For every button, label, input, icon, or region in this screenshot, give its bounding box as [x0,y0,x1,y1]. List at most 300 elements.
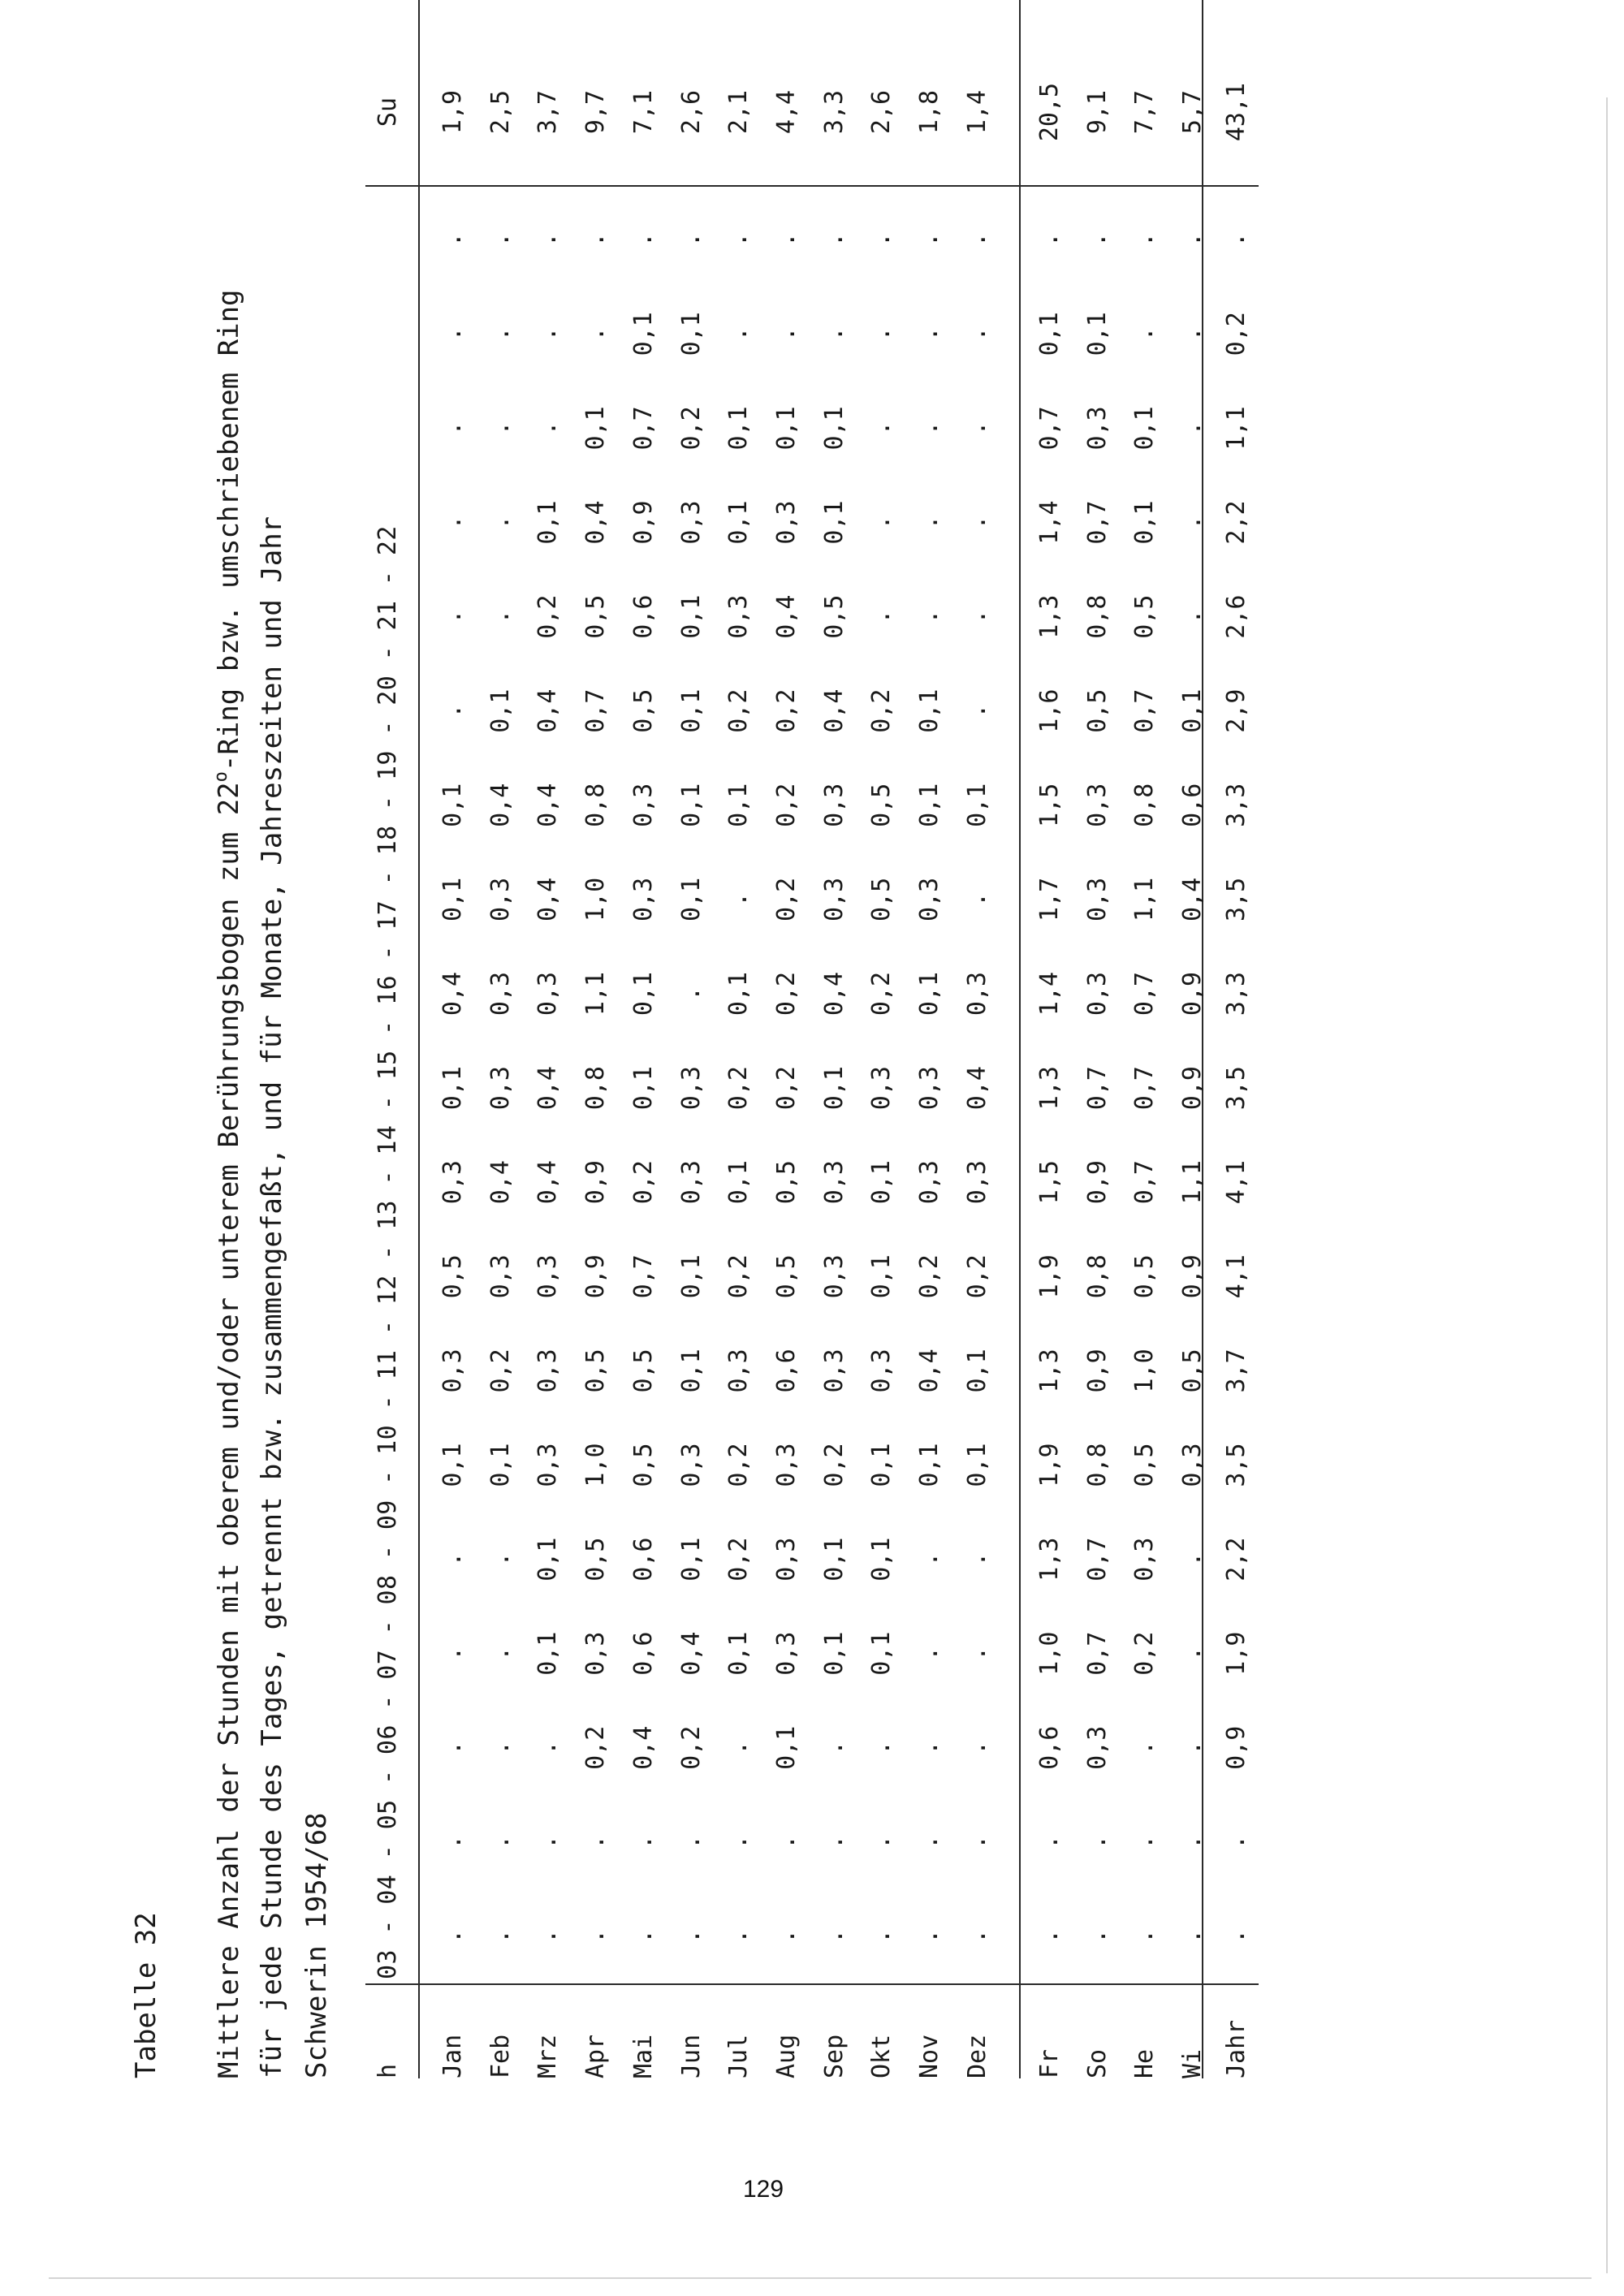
month-row-value: 0,1 [915,1443,944,1487]
season-row-value: . [1130,1834,1160,1849]
month-row-value: 0,3 [486,1066,515,1111]
month-row-value: 0,9 [628,500,658,545]
month-row-value: 0,1 [962,1349,991,1393]
season-row-value: . [1035,232,1064,248]
month-row-value: . [533,1740,563,1755]
season-row-value: 0,7 [1082,1066,1112,1111]
month-row-value: . [581,326,611,342]
season-row-value: 0,8 [1082,594,1112,639]
month-row-value: . [438,609,467,624]
season-row-value: 1,7 [1035,877,1064,921]
month-row-value: 0,3 [438,1160,467,1205]
season-row-value: 0,8 [1130,783,1160,827]
month-row-value: 0,1 [915,783,944,827]
season-row-value: 0,9 [1082,1160,1112,1205]
month-row-value: 0,3 [771,1631,801,1676]
month-row-value: . [486,326,515,342]
season-row-value: 1,5 [1035,783,1064,827]
month-row-value: 1,1 [581,971,611,1016]
month-row-value: 0,2 [533,594,563,639]
season-row-value: 0,5 [1082,688,1112,733]
data-table [130,0,1527,2078]
month-row-value: . [915,1552,944,1567]
month-row-value: 0,3 [819,877,849,921]
month-row-value: . [915,515,944,530]
month-row-value: 0,2 [724,1254,754,1299]
month-row-value: 0,3 [628,877,658,921]
season-row-value: 1,9 [1035,1443,1064,1487]
month-row-value: . [962,421,991,436]
scan-edge-line [1606,97,1608,2273]
month-row-value: . [771,326,801,342]
month-row-value: 0,5 [581,1349,611,1393]
month-row-value: 0,1 [962,783,991,827]
month-row-su: 2,5 [486,89,515,135]
month-row-value: 0,1 [628,1066,658,1111]
month-row-value: . [676,232,706,248]
month-row-value: . [867,609,896,624]
month-row-value: . [962,1646,991,1661]
season-row-value: 0,5 [1130,1443,1160,1487]
season-row-value: . [1035,1834,1064,1849]
seasons-year-rule [1202,0,1203,2078]
month-row-value: . [724,1740,754,1755]
month-row-su: 1,9 [438,89,467,135]
month-row-value: 0,2 [867,688,896,733]
month-row-value: 0,3 [533,1443,563,1487]
month-row-value: . [819,1834,849,1849]
month-row-value: . [819,326,849,342]
month-row-value: . [867,1834,896,1849]
year-row-value: 0,9 [1222,1725,1250,1770]
season-row-value: 1,3 [1035,594,1064,639]
month-row-value: . [915,1834,944,1849]
season-row-value: . [1178,515,1207,530]
month-row-value: 0,5 [628,1443,658,1487]
month-row-value: . [962,232,991,248]
month-row-value: 0,3 [962,971,991,1016]
season-row-value: 0,8 [1082,1443,1112,1487]
month-row-value: . [771,1834,801,1849]
season-row-value: 0,7 [1130,971,1160,1016]
year-row-value: 1,9 [1222,1631,1250,1676]
month-row-value: 0,1 [581,406,611,451]
month-row-value: 0,4 [533,1160,563,1205]
season-row-value: . [1178,609,1207,624]
month-row-value: 0,1 [438,1066,467,1111]
month-row-value: 0,1 [486,688,515,733]
month-row-value: 0,2 [676,406,706,451]
month-row-value: 0,4 [676,1631,706,1676]
month-row-value: 0,1 [724,1160,754,1205]
month-row-value: 0,1 [533,500,563,545]
month-row-value: 0,4 [486,1160,515,1205]
month-row-value: 0,1 [676,1537,706,1582]
month-row-value: 0,9 [581,1254,611,1299]
year-row-value: 2,9 [1222,688,1250,733]
month-row-value: 0,1 [867,1443,896,1487]
year-row-value: 2,2 [1222,1537,1250,1582]
month-row-value: . [962,515,991,530]
month-row-value: 0,3 [533,971,563,1016]
season-row-value: 1,3 [1035,1066,1064,1111]
month-row-value: . [581,1928,611,1944]
season-row-value: 0,3 [1178,1443,1207,1487]
month-row-value: 0,3 [724,1349,754,1393]
month-row-value: . [486,1834,515,1849]
season-row-value: 0,7 [1130,688,1160,733]
season-row-value: . [1178,1646,1207,1661]
year-row-value: 3,5 [1222,1066,1250,1111]
month-row-value: . [438,1646,467,1661]
season-row-value: 0,1 [1035,312,1064,356]
month-row-value: . [486,515,515,530]
month-row-value: 0,1 [867,1537,896,1582]
month-row-value: . [962,1834,991,1849]
month-row-value: 0,2 [819,1443,849,1487]
month-row-value: 0,4 [819,971,849,1016]
season-row-value: 1,1 [1130,877,1160,921]
year-row-value: 4,1 [1222,1254,1250,1299]
month-row-value: 0,1 [724,406,754,451]
month-row-value: 0,2 [962,1254,991,1299]
month-row-value: 0,5 [581,594,611,639]
season-row-value: . [1178,1552,1207,1567]
month-row-value: 0,1 [819,1066,849,1111]
month-row-value: . [486,1740,515,1755]
season-row-value: 0,3 [1130,1537,1160,1582]
season-row-su: 5,7 [1178,89,1207,135]
month-row-value: 0,5 [628,688,658,733]
season-row-value: . [1082,232,1112,248]
month-row-label: Jul [724,2034,754,2078]
month-row-value: 0,3 [676,1160,706,1205]
month-row-su: 1,4 [962,89,991,135]
month-row-value: . [628,232,658,248]
month-row-value: . [915,609,944,624]
season-row-value: 1,4 [1035,971,1064,1016]
label-column-rule [365,1983,1259,1985]
season-row-value: . [1178,1740,1207,1755]
month-row-value: . [486,421,515,436]
month-row-value: 0,4 [533,1066,563,1111]
month-row-value: . [962,891,991,907]
month-row-label: Apr [581,2034,611,2078]
hour-ranges-header: 03 - 04 - 05 - 06 - 07 - 08 - 09 - 10 - 11 - 12 - 13 - 14 - 15 - 16 - 17 - 18 - 19 - 20 - 21 - 22 [374,525,402,1979]
month-row-value: . [771,232,801,248]
season-row-value: 0,9 [1082,1349,1112,1393]
month-row-value: 0,2 [724,1537,754,1582]
season-row-value: . [1178,326,1207,342]
month-row-value: . [533,1928,563,1944]
month-row-value: . [724,1834,754,1849]
year-row-value: . [1222,1834,1250,1849]
season-row-value: 0,7 [1082,1631,1112,1676]
season-row-label: So [1082,2048,1112,2078]
month-row-value: . [962,1928,991,1944]
month-row-value: . [533,232,563,248]
month-row-value: . [867,515,896,530]
month-row-value: 0,4 [533,783,563,827]
month-row-value: . [628,1834,658,1849]
month-row-value: 0,1 [819,1537,849,1582]
month-row-value: 0,3 [867,1066,896,1111]
month-row-label: Jan [438,2034,467,2078]
season-row-value: 1,6 [1035,688,1064,733]
season-row-value: . [1130,1740,1160,1755]
month-row-value: . [438,421,467,436]
month-row-value: . [438,1552,467,1567]
month-row-value: 0,3 [533,1254,563,1299]
season-row-value: 0,4 [1178,877,1207,921]
month-row-value: 0,3 [819,783,849,827]
year-row-su: 43,1 [1222,82,1250,142]
month-row-label: Mai [628,2034,658,2078]
season-row-value: 0,7 [1035,406,1064,451]
month-row-value: 0,3 [486,877,515,921]
caption-line-2: für jede Stunde des Tages, getrennt bzw. zusammengefaßt, und für Monate, Jahreszeiten und Jahr [256,516,288,2078]
month-row-label: Sep [819,2034,849,2078]
month-row-value: . [962,609,991,624]
month-row-su: 2,6 [867,89,896,135]
rotated-table-page [130,0,1527,2078]
season-row-value: 0,5 [1130,1254,1160,1299]
season-row-value: 0,3 [1082,971,1112,1016]
month-row-su: 2,1 [724,89,754,135]
su-column-rule [365,185,1259,187]
month-row-value: 0,2 [915,1254,944,1299]
year-row-value: 1,1 [1222,406,1250,451]
month-row-value: . [724,1928,754,1944]
month-row-value: 0,4 [533,877,563,921]
season-row-value: 0,5 [1178,1349,1207,1393]
month-row-value: 0,8 [581,1066,611,1111]
month-row-value: . [962,1740,991,1755]
month-row-value: 0,5 [438,1254,467,1299]
month-row-label: Feb [486,2034,515,2078]
month-row-value: 0,4 [819,688,849,733]
month-row-value: 0,1 [438,783,467,827]
month-row-value: 0,3 [724,594,754,639]
month-row-value: 0,5 [581,1537,611,1582]
month-row-value: . [867,1740,896,1755]
year-row-value: 3,5 [1222,1443,1250,1487]
season-row-value: 1,0 [1130,1349,1160,1393]
season-row-value: 0,3 [1082,877,1112,921]
month-row-value: 0,4 [628,1725,658,1770]
month-row-value: 0,2 [771,877,801,921]
caption-text: Mittlere Anzahl der Stunden mit oberem und/oder unterem Berührungsbogen zum 22 [213,782,245,2078]
month-row-value: 0,3 [771,1443,801,1487]
month-row-su: 1,8 [915,89,944,135]
season-row-su: 7,7 [1130,89,1160,135]
month-row-value: 0,3 [628,783,658,827]
season-row-value: . [1178,421,1207,436]
month-row-value: 0,2 [771,688,801,733]
season-row-value: 0,1 [1130,500,1160,545]
month-row-value: . [438,1740,467,1755]
month-row-value: . [486,1928,515,1944]
month-row-value: 0,4 [915,1349,944,1393]
month-row-value: . [724,891,754,907]
season-row-value: 0,6 [1178,783,1207,827]
year-row-value: . [1222,232,1250,248]
month-row-value: 0,1 [867,1160,896,1205]
month-row-value: 0,2 [771,971,801,1016]
month-row-value: 0,4 [486,783,515,827]
month-row-label: Nov [915,2034,944,2078]
scan-bottom-line [49,2277,1592,2279]
month-row-value: 0,1 [628,971,658,1016]
month-row-value: 0,3 [819,1254,849,1299]
season-row-value: 1,0 [1035,1631,1064,1676]
month-row-value: 0,1 [771,406,801,451]
month-row-value: . [867,326,896,342]
caption-text-cont: -Ring bzw. umschriebenem Ring [213,289,245,772]
month-row-su: 4,4 [771,89,801,135]
month-row-value: . [771,1928,801,1944]
months-seasons-rule [1019,0,1021,2078]
month-row-value: 0,6 [771,1349,801,1393]
season-row-value: 0,9 [1178,1066,1207,1111]
month-row-value: . [962,1552,991,1567]
month-row-value: 0,1 [533,1537,563,1582]
month-row-value: 0,2 [771,783,801,827]
month-row-value: . [867,421,896,436]
season-row-value: . [1130,1928,1160,1944]
month-row-value: . [533,326,563,342]
season-row-value: 0,7 [1082,500,1112,545]
month-row-value: 0,2 [724,1066,754,1111]
year-row-value: 2,6 [1222,594,1250,639]
season-row-value: 0,1 [1130,406,1160,451]
month-row-value: . [915,1740,944,1755]
month-row-value: 0,1 [724,971,754,1016]
month-row-value: 0,1 [867,1631,896,1676]
page-number: 129 [742,2176,784,2203]
month-row-value: 0,4 [533,688,563,733]
month-row-value: 0,1 [676,594,706,639]
month-row-value: 0,6 [628,1631,658,1676]
month-row-value: 0,3 [438,1349,467,1393]
month-row-value: . [438,1834,467,1849]
month-row-value: . [533,1834,563,1849]
month-row-value: 0,1 [771,1725,801,1770]
month-row-value: 0,2 [771,1066,801,1111]
month-row-value: 0,2 [676,1725,706,1770]
month-row-label: Jun [676,2034,706,2078]
month-row-value: . [724,326,754,342]
season-row-value: 0,7 [1130,1066,1160,1111]
season-row-value: . [1178,1928,1207,1944]
month-row-value: 0,7 [628,1254,658,1299]
month-row-value: 0,4 [438,971,467,1016]
season-row-value: 1,5 [1035,1160,1064,1205]
month-row-value: 0,1 [867,1254,896,1299]
year-row-value: 3,3 [1222,783,1250,827]
month-row-value: 0,5 [867,877,896,921]
month-row-value: 0,1 [676,877,706,921]
month-row-value: . [962,703,991,719]
month-row-value: . [819,1740,849,1755]
month-row-value: 0,1 [676,783,706,827]
month-row-value: 0,3 [962,1160,991,1205]
month-row-value: 0,2 [581,1725,611,1770]
month-row-value: 0,5 [628,1349,658,1393]
month-row-value: 0,5 [771,1160,801,1205]
header-rule [418,0,420,2078]
month-row-value: 0,5 [771,1254,801,1299]
year-row-value: 3,3 [1222,971,1250,1016]
month-row-value: 0,4 [771,594,801,639]
season-row-value: . [1130,232,1160,248]
month-row-value: 0,2 [724,688,754,733]
degree-superscript: o [211,771,231,783]
month-row-value: 0,5 [819,594,849,639]
month-row-label: Mrz [533,2034,563,2078]
month-row-value: . [533,421,563,436]
season-row-value: 0,8 [1082,1254,1112,1299]
season-row-label: He [1130,2048,1160,2078]
month-row-value: . [676,1834,706,1849]
month-row-value: 0,3 [676,1066,706,1111]
season-row-value: 1,9 [1035,1254,1064,1299]
month-row-value: 0,3 [819,1349,849,1393]
season-row-label: Fr [1035,2048,1064,2078]
month-row-label: Okt [867,2034,896,2078]
month-row-value: 0,1 [962,1443,991,1487]
month-row-value: 0,1 [676,1349,706,1393]
month-row-value: 1,0 [581,1443,611,1487]
month-row-value: 0,5 [867,783,896,827]
month-row-value: 0,3 [915,1066,944,1111]
year-row-value: 2,2 [1222,500,1250,545]
month-row-value: . [915,326,944,342]
month-row-value: 0,1 [724,500,754,545]
month-row-value: 0,3 [581,1631,611,1676]
season-row-value: 0,7 [1082,1537,1112,1582]
month-row-value: 0,6 [628,594,658,639]
month-row-value: 0,3 [486,1254,515,1299]
month-row-value: 0,7 [628,406,658,451]
month-row-value: 0,2 [628,1160,658,1205]
year-row-value: 4,1 [1222,1160,1250,1205]
table-label: Tabelle 32 [130,1912,162,2078]
season-row-value: . [1178,1834,1207,1849]
season-row-value: 0,9 [1178,1254,1207,1299]
month-row-value: . [486,232,515,248]
month-row-value: . [581,1834,611,1849]
year-row-value: 3,7 [1222,1349,1250,1393]
su-header: Su [374,97,402,127]
season-row-value: 0,3 [1082,1725,1112,1770]
month-row-value: 0,3 [676,1443,706,1487]
month-row-value: 0,9 [581,1160,611,1205]
month-row-value: 0,1 [438,877,467,921]
month-row-value: . [676,1928,706,1944]
month-row-value: . [915,421,944,436]
month-row-value: 0,2 [867,971,896,1016]
season-row-value: 0,2 [1130,1631,1160,1676]
season-row-value: 0,5 [1130,594,1160,639]
h-label: h [374,2063,402,2078]
month-row-value: 0,3 [486,971,515,1016]
season-row-value: 0,3 [1082,783,1112,827]
month-row-value: . [438,326,467,342]
month-row-label: Aug [771,2034,801,2078]
month-row-value: 0,1 [676,1254,706,1299]
month-row-value: 0,3 [771,1537,801,1582]
